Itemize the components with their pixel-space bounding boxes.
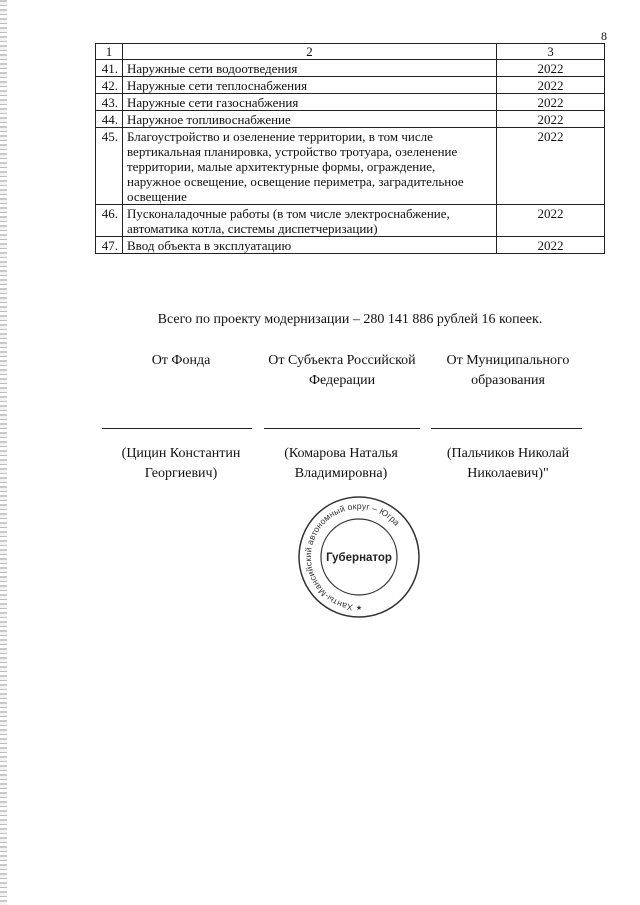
row-number: 47. xyxy=(96,237,123,254)
table-header-row xyxy=(96,44,605,60)
row-year: 2022 xyxy=(497,128,605,205)
subject-signer-name: (Комарова Наталья Владимировна) xyxy=(284,446,398,481)
row-work-name: Благоустройство и озеленение территории, в том числе вертикальная планировка, устройство тротуара, озеленение территории, малые архитектурные формы, ограждение, наружное освещение, освещение периметра, заградительное освещение xyxy=(123,128,497,205)
page-number: 8 xyxy=(601,29,607,43)
table-row xyxy=(96,237,605,254)
table-row xyxy=(96,111,605,128)
header-cell-year: 3 xyxy=(497,44,605,60)
seal-ring-text: Ханты-Мансийский автономный округ – Югра xyxy=(302,500,402,613)
table-row xyxy=(96,128,605,205)
row-year: 2022 xyxy=(497,205,605,237)
row-number: 44. xyxy=(96,111,123,128)
row-year: 2022 xyxy=(497,94,605,111)
subject-signature-line xyxy=(264,428,420,429)
works-table xyxy=(95,43,605,254)
municipal-signer-name: (Пальчиков Николай Николаевич)" xyxy=(446,446,570,481)
seal-star-icon: ★ xyxy=(355,605,363,612)
row-number: 45. xyxy=(96,128,123,205)
municipal-signature-line xyxy=(431,428,582,429)
row-work-name: Наружное топливоснабжение xyxy=(123,111,497,128)
municipal-party-label: От Муниципального образования xyxy=(446,353,570,388)
fund-signer-name: (Цицин Константин Георгиевич) xyxy=(121,446,241,481)
row-year: 2022 xyxy=(497,111,605,128)
row-number: 46. xyxy=(96,205,123,237)
project-total: Всего по проекту модернизации – 280 141 886 рублей 16 копеек. xyxy=(157,312,543,327)
row-work-name: Наружные сети теплоснабжения xyxy=(123,77,497,94)
table-row xyxy=(96,205,605,237)
row-number: 41. xyxy=(96,60,123,77)
scan-edge xyxy=(0,0,7,905)
fund-party-label: От Фонда xyxy=(151,353,211,368)
header-cell-number: 1 xyxy=(96,44,123,60)
row-number: 43. xyxy=(96,94,123,111)
table-row xyxy=(96,94,605,111)
row-work-name: Ввод объекта в эксплуатацию xyxy=(123,237,497,254)
fund-signature-line xyxy=(102,428,252,429)
row-work-name: Наружные сети газоснабжения xyxy=(123,94,497,111)
seal-center-text: Губернатор xyxy=(326,552,392,564)
table-row xyxy=(96,60,605,77)
row-year: 2022 xyxy=(497,77,605,94)
row-number: 42. xyxy=(96,77,123,94)
header-cell-name: 2 xyxy=(123,44,497,60)
row-work-name: Наружные сети водоотведения xyxy=(123,60,497,77)
row-year: 2022 xyxy=(497,237,605,254)
subject-party-label: От Субъекта Российской Федерации xyxy=(268,353,416,388)
table-row xyxy=(96,77,605,94)
governor-seal-stamp xyxy=(296,494,422,620)
row-year: 2022 xyxy=(497,60,605,77)
row-work-name: Пусконаладочные работы (в том числе электроснабжение, автоматика котла, системы диспетчеризации) xyxy=(123,205,497,237)
